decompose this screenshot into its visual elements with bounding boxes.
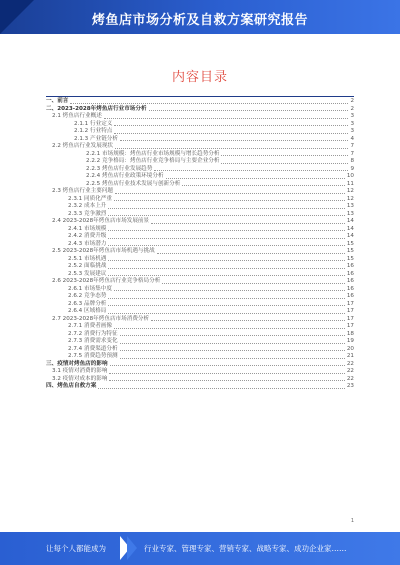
toc-entry-title: 2.3.1 同质化严重 (68, 195, 112, 202)
toc-entry[interactable] (46, 323, 354, 331)
toc-leader-dots (108, 208, 344, 209)
toc-entry-page: 10 (346, 173, 354, 179)
toc-leader-dots (120, 350, 345, 351)
toc-entry-title: 2.2.1 市场规模：烤鱼店行业市场规模与增长趋势分析 (86, 150, 220, 157)
toc-entry-page: 14 (346, 218, 354, 224)
footer-arrow-cut (127, 536, 137, 560)
toc-entry-title: 2.2.2 竞争格局：烤鱼店行业竞争格局与主要企业分析 (86, 158, 220, 164)
report-header-banner (0, 0, 400, 34)
toc-entry[interactable] (46, 308, 354, 316)
toc-entry-title: 2.6.1 市场集中度 (68, 285, 112, 292)
toc-entry[interactable] (46, 211, 354, 219)
toc-entry-title: 2.4.2 消费升级 (68, 233, 107, 239)
toc-leader-dots (120, 335, 345, 336)
toc-entry[interactable] (46, 158, 354, 166)
toc-leader-dots (120, 358, 345, 359)
toc-leader-dots (108, 313, 344, 314)
toc-entry[interactable] (46, 113, 354, 121)
toc-entry-page: 17 (346, 315, 354, 322)
toc-entry-page: 13 (346, 210, 354, 217)
toc-entry-title: 2.7.4 消费渠道分析 (68, 345, 118, 352)
toc-entry-title: 四、烤鱼店自救方案 (46, 383, 97, 389)
toc-entry-page: 12 (346, 195, 354, 202)
toc-entry-title: 2.7 2023-2028年烤鱼店市场消费分析 (52, 315, 150, 322)
toc-divider (46, 96, 354, 97)
toc-leader-dots (114, 290, 345, 291)
toc-entry-page: 17 (346, 300, 354, 307)
toc-leader-dots (151, 320, 345, 321)
toc-entry-title: 2.5 2023-2028年烤鱼店市场机遇与挑战 (52, 248, 155, 254)
toc-leader-dots (109, 373, 344, 374)
toc-entry-page: 3 (350, 113, 354, 119)
toc-entry-page: 8 (350, 158, 354, 164)
toc-entry-title: 2.1.1 行业定义 (74, 120, 113, 127)
toc-entry-title: 2.2.3 烤鱼店行业发展趋势 (86, 165, 153, 172)
toc-leader-dots (154, 170, 348, 171)
toc-entry-title: 2.7.3 消费需求变化 (68, 338, 118, 344)
toc-leader-dots (115, 193, 345, 194)
toc-entry-title: 2.5.3 发展建议 (68, 270, 107, 277)
toc-leader-dots (120, 140, 348, 141)
toc-entry[interactable] (46, 233, 354, 241)
toc-entry[interactable] (46, 353, 354, 361)
toc-entry-page: 7 (350, 150, 354, 157)
toc-entry[interactable] (46, 301, 354, 309)
toc-entry[interactable] (46, 203, 354, 211)
toc-entry-title: 2.4.3 市场潜力 (68, 240, 107, 247)
toc-entry[interactable] (46, 226, 354, 234)
toc-entry-title: 二、2023-2028年烤鱼店行业市场分析 (46, 105, 147, 112)
table-of-contents (46, 98, 354, 391)
toc-entry-page: 3 (350, 120, 354, 127)
toc-entry-title: 2.2.5 烤鱼店行业技术发展与创新分析 (86, 180, 181, 187)
toc-entry[interactable] (46, 196, 354, 204)
toc-entry-page: 18 (346, 330, 354, 337)
toc-entry-page: 2 (350, 98, 354, 104)
toc-entry-page: 13 (346, 203, 354, 209)
toc-entry[interactable] (46, 383, 354, 391)
toc-entry-title: 2.2.4 烤鱼店行业政策环境分析 (86, 173, 164, 179)
toc-entry[interactable] (46, 338, 354, 346)
toc-leader-dots (151, 223, 345, 224)
toc-entry[interactable] (46, 376, 354, 384)
toc-entry-title: 2.2 烤鱼店行业发展现状 (52, 143, 114, 149)
toc-entry-page: 9 (350, 165, 354, 172)
toc-entry[interactable] (46, 271, 354, 279)
toc-leader-dots (120, 343, 345, 344)
footer-slogan-right: 行业专家、管理专家、营销专家、战略专家、成功企业家…… (144, 544, 347, 553)
toc-entry[interactable] (46, 188, 354, 196)
toc-leader-dots (108, 260, 344, 261)
toc-entry-title: 3.1 疫情对消费的影响 (52, 368, 108, 374)
toc-entry-title: 2.4 2023-2028年烤鱼店市场发展前景 (52, 218, 150, 224)
toc-entry-page: 14 (346, 225, 354, 232)
footer-banner (0, 532, 400, 565)
toc-leader-dots (162, 283, 345, 284)
toc-entry-title: 2.3 烤鱼店行业主要问题 (52, 188, 114, 194)
toc-entry-page: 16 (346, 285, 354, 292)
toc-entry[interactable] (46, 331, 354, 339)
toc-entry[interactable] (46, 293, 354, 301)
toc-entry[interactable] (46, 368, 354, 376)
toc-entry-page: 4 (350, 135, 354, 142)
toc-entry-title: 2.6.4 区域格局 (68, 308, 107, 314)
toc-leader-dots (182, 185, 345, 186)
toc-entry[interactable] (46, 173, 354, 181)
toc-entry-page: 15 (346, 255, 354, 262)
toc-leader-dots (108, 230, 344, 231)
toc-entry-page: 15 (346, 240, 354, 247)
toc-entry-page: 12 (346, 188, 354, 194)
toc-leader-dots (108, 268, 344, 269)
toc-entry-title: 2.1 烤鱼店行业概述 (52, 113, 102, 119)
toc-leader-dots (221, 163, 348, 164)
toc-entry-page: 16 (346, 270, 354, 277)
toc-entry-title: 2.1.2 行业特点 (74, 128, 113, 134)
toc-entry[interactable] (46, 181, 354, 189)
toc-entry-page: 22 (346, 368, 354, 374)
toc-leader-dots (70, 103, 348, 104)
page-number: 1 (350, 518, 354, 524)
toc-entry-page: 16 (346, 278, 354, 284)
toc-entry-page: 19 (346, 338, 354, 344)
toc-entry[interactable] (46, 151, 354, 159)
toc-leader-dots (110, 365, 345, 366)
toc-leader-dots (166, 178, 345, 179)
toc-leader-dots (114, 328, 345, 329)
toc-entry-title: 2.4.1 市场规模 (68, 225, 107, 232)
toc-entry-title: 2.6 2023-2028年烤鱼店行业竞争格局分析 (52, 278, 161, 284)
toc-leader-dots (115, 148, 348, 149)
toc-entry-title: 2.3.3 竞争激烈 (68, 210, 107, 217)
toc-entry-title: 2.5.1 市场机遇 (68, 255, 107, 262)
toc-entry[interactable] (46, 218, 354, 226)
toc-leader-dots (114, 125, 348, 126)
toc-entry[interactable] (46, 136, 354, 144)
toc-leader-dots (221, 155, 348, 156)
toc-entry-title: 2.6.3 品牌分析 (68, 300, 107, 307)
toc-entry-page: 22 (346, 375, 354, 382)
toc-entry[interactable] (46, 286, 354, 294)
toc-entry-title: 2.6.2 竞争态势 (68, 293, 107, 299)
toc-entry-page: 15 (346, 248, 354, 254)
toc-entry[interactable] (46, 143, 354, 151)
toc-leader-dots (104, 118, 349, 119)
toc-leader-dots (108, 305, 344, 306)
toc-title: 内容目录 (171, 70, 228, 85)
toc-entry-title: 2.3.2 成本上升 (68, 203, 107, 209)
toc-leader-dots (108, 215, 344, 216)
toc-entry-page: 17 (346, 323, 354, 329)
toc-leader-dots (108, 245, 344, 246)
toc-entry-page: 11 (346, 180, 354, 187)
toc-entry-title: 3.2 疫情对成本的影响 (52, 375, 108, 382)
toc-entry-page: 17 (346, 308, 354, 314)
toc-entry-page: 3 (350, 128, 354, 134)
toc-entry[interactable] (46, 166, 354, 174)
toc-entry[interactable] (46, 361, 354, 369)
toc-entry[interactable] (46, 248, 354, 256)
toc-leader-dots (149, 110, 349, 111)
toc-entry[interactable] (46, 128, 354, 136)
toc-entry-title: 2.5.2 面临挑战 (68, 263, 107, 269)
toc-entry-title: 2.7.1 消费者画像 (68, 323, 112, 329)
toc-leader-dots (108, 238, 344, 239)
toc-leader-dots (98, 388, 345, 389)
toc-leader-dots (109, 380, 344, 381)
toc-entry[interactable] (46, 256, 354, 264)
toc-entry-title: 2.1.3 产业链分析 (74, 135, 118, 142)
toc-entry-title: 一、前言 (46, 98, 69, 104)
toc-leader-dots (114, 133, 348, 134)
toc-entry[interactable] (46, 121, 354, 129)
toc-entry-title: 2.7.5 消费趋势预测 (68, 353, 118, 359)
toc-entry-page: 16 (346, 263, 354, 269)
toc-entry-page: 14 (346, 233, 354, 239)
toc-leader-dots (108, 298, 344, 299)
toc-entry-page: 2 (350, 105, 354, 112)
toc-entry[interactable] (46, 106, 354, 114)
toc-leader-dots (157, 253, 345, 254)
toc-entry[interactable] (46, 316, 354, 324)
toc-entry-page: 22 (346, 360, 354, 367)
toc-entry[interactable] (46, 98, 354, 106)
toc-entry-page: 16 (346, 293, 354, 299)
report-title: 烤鱼店市场分析及自救方案研究报告 (91, 13, 308, 28)
toc-entry-title: 三、疫情对烤鱼店的影响 (46, 360, 108, 367)
toc-leader-dots (108, 275, 344, 276)
toc-entry-page: 7 (350, 143, 354, 149)
toc-entry-title: 2.7.2 消费行为特征 (68, 330, 118, 337)
toc-entry-page: 23 (346, 383, 354, 389)
toc-entry[interactable] (46, 263, 354, 271)
toc-entry[interactable] (46, 346, 354, 354)
toc-leader-dots (114, 200, 345, 201)
footer-slogan-left: 让每个人都能成为 (46, 544, 106, 553)
toc-entry[interactable] (46, 278, 354, 286)
toc-entry-page: 20 (346, 345, 354, 352)
toc-entry-page: 21 (346, 353, 354, 359)
toc-entry[interactable] (46, 241, 354, 249)
